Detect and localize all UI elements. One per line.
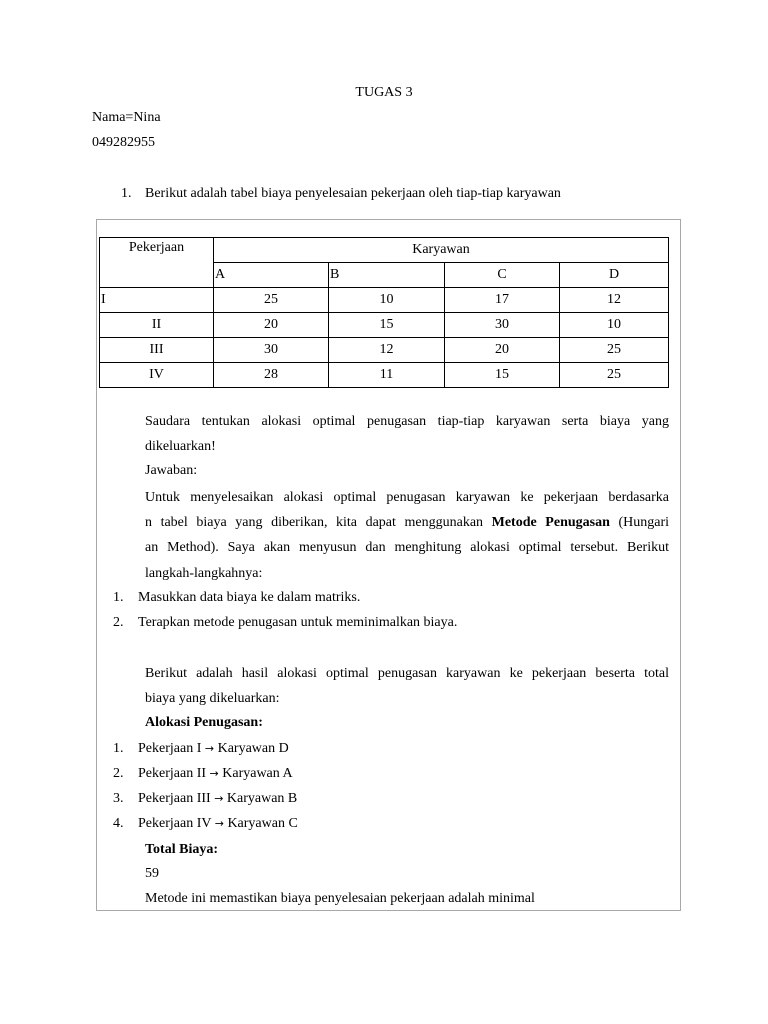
allocation-item (138, 816, 298, 832)
arrow-icon: → (209, 767, 219, 780)
student-id: 049282955 (92, 135, 155, 150)
cost-cell: 25 (560, 338, 669, 363)
allocation-job: Pekerjaan II (138, 766, 207, 781)
cost-cell: 12 (560, 288, 669, 313)
intro-line: Untuk menyelesaikan alokasi optimal penugasan karyawan ke pekerjaan berdasarka (145, 490, 669, 505)
instruction-paragraph (145, 409, 669, 459)
allocation-worker: Karyawan D (217, 741, 289, 756)
allocation-job: Pekerjaan I (138, 741, 202, 756)
allocation-worker: Karyawan A (222, 766, 293, 781)
allocation-heading (145, 715, 263, 731)
result-line: Berikut adalah hasil alokasi optimal penugasan karyawan ke pekerjaan beserta total (145, 666, 669, 681)
allocation-worker: Karyawan C (227, 816, 298, 831)
worker-label: D (560, 263, 669, 288)
job-label: I (100, 288, 214, 313)
table-row (100, 313, 669, 338)
instruction-line: Saudara tentukan alokasi optimal penugasan tiap-tiap karyawan serta biaya yang (145, 414, 669, 429)
allocation-number: 4. (113, 816, 124, 831)
document-title: TUGAS 3 (355, 85, 413, 100)
table-row (100, 338, 669, 363)
cost-cell: 30 (214, 338, 329, 363)
question-text: Berikut adalah tabel biaya penyelesaian pekerjaan oleh tiap-tiap karyawan (145, 186, 561, 201)
intro-line: langkah-langkahnya: (145, 565, 263, 581)
table-header-row (100, 238, 669, 263)
allocation-number: 3. (113, 791, 124, 806)
method-name: Metode Penugasan (491, 515, 610, 531)
allocation-number: 2. (113, 766, 124, 781)
allocation-item (138, 791, 297, 807)
total-heading-text: Total Biaya: (145, 842, 218, 857)
intro-line: an Method). Saya akan menyusun dan menghitung alokasi optimal tersebut. Berikut (145, 540, 669, 556)
job-label: III (100, 338, 214, 363)
arrow-icon: → (214, 792, 224, 805)
allocation-worker: Karyawan B (226, 791, 298, 806)
step-text: Masukkan data biaya ke dalam matriks. (138, 590, 361, 605)
cost-cell: 12 (329, 338, 445, 363)
total-heading (145, 842, 218, 858)
intro-text: (Hungari (609, 515, 669, 531)
step-number: 2. (113, 615, 124, 630)
intro-paragraph (145, 485, 669, 586)
cost-cell: 20 (214, 313, 329, 338)
cost-cell: 10 (329, 288, 445, 313)
cost-cell: 25 (560, 363, 669, 388)
result-line: biaya yang dikeluarkan: (145, 691, 280, 707)
instruction-line: dikeluarkan! (145, 439, 216, 455)
worker-label: A (214, 263, 329, 288)
arrow-icon: → (214, 817, 224, 830)
cost-table (99, 237, 669, 388)
cost-cell: 15 (445, 363, 560, 388)
cost-cell: 17 (445, 288, 560, 313)
worker-label: B (329, 263, 445, 288)
cost-cell: 25 (214, 288, 329, 313)
worker-column-header: Karyawan (214, 238, 669, 263)
allocation-item (138, 766, 293, 782)
cost-cell: 10 (560, 313, 669, 338)
table-row (100, 363, 669, 388)
cost-cell: 28 (214, 363, 329, 388)
result-paragraph (145, 661, 669, 711)
cost-cell: 30 (445, 313, 560, 338)
allocation-job: Pekerjaan III (138, 791, 211, 806)
question-number: 1. (121, 186, 132, 201)
answer-label: Jawaban: (145, 463, 198, 478)
job-label: IV (100, 363, 214, 388)
intro-text: n tabel biaya yang diberikan, kita dapat menggunakan (145, 515, 492, 531)
closing-sentence: Metode ini memastikan biaya penyelesaian pekerjaan adalah minimal (145, 891, 535, 906)
cost-cell: 20 (445, 338, 560, 363)
arrow-icon: → (204, 742, 215, 755)
step-number: 1. (113, 590, 124, 605)
allocation-heading-text: Alokasi Penugasan: (145, 715, 263, 730)
job-column-header: Pekerjaan (100, 238, 214, 288)
table-row (100, 288, 669, 313)
allocation-number: 1. (113, 741, 124, 756)
cost-cell: 15 (329, 313, 445, 338)
step-text: Terapkan metode penugasan untuk meminimalkan biaya. (138, 615, 458, 630)
job-label: II (100, 313, 214, 338)
total-value: 59 (145, 866, 159, 881)
cost-cell: 11 (329, 363, 445, 388)
intro-line (145, 510, 669, 535)
student-name: Nama=Nina (92, 110, 161, 125)
allocation-job: Pekerjaan IV (138, 816, 212, 831)
worker-label: C (445, 263, 560, 288)
allocation-item (138, 741, 289, 757)
